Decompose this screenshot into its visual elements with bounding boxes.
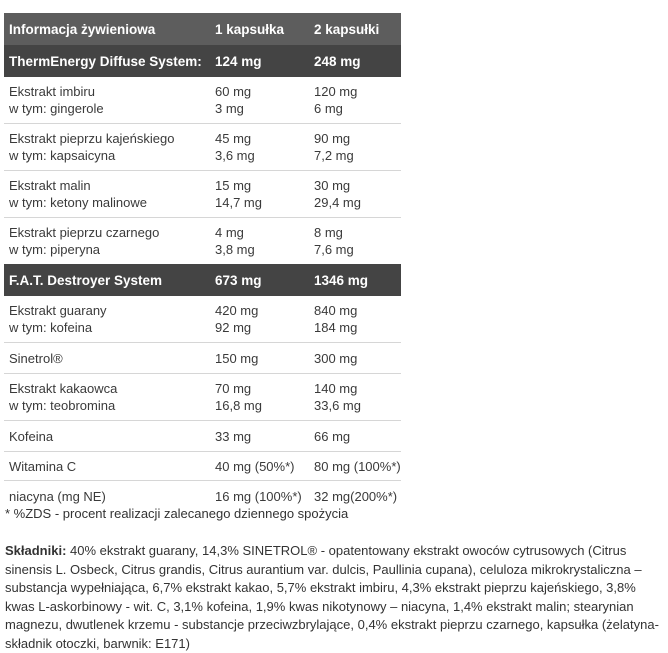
value-1-capsule-cell bbox=[210, 171, 309, 218]
ingredient-value-2: 32 mg(200%*) bbox=[309, 481, 401, 512]
header-cell-2-capsules: 2 kapsułki bbox=[309, 13, 401, 45]
ingredient-value-1: 16 mg (100%*) bbox=[210, 481, 309, 512]
value-2-capsules-cell bbox=[309, 374, 401, 421]
ingredient-value-1: 60 mg bbox=[215, 84, 252, 99]
section-name: F.A.T. Destroyer System bbox=[4, 264, 210, 296]
section-value-2: 1346 mg bbox=[309, 264, 401, 296]
ingredient-value-1: 4 mg bbox=[215, 225, 244, 240]
ingredient-name-cell bbox=[4, 171, 210, 218]
ingredient-value-2: 140 mg bbox=[314, 381, 358, 396]
section-value-2: 248 mg bbox=[309, 45, 401, 77]
ingredient-name: Ekstrakt pieprzu kajeńskiego bbox=[9, 131, 175, 146]
ingredient-sub-value-2: 29,4 mg bbox=[314, 195, 361, 210]
table-row bbox=[4, 218, 401, 265]
ingredient-sub-value-2: 6 mg bbox=[314, 101, 343, 116]
ingredient-sub-value-2: 7,6 mg bbox=[314, 242, 354, 257]
ingredients-paragraph bbox=[5, 542, 665, 653]
value-2-capsules-cell bbox=[309, 124, 401, 171]
ingredient-value-1: 40 mg (50%*) bbox=[210, 452, 309, 481]
ingredient-sub-name: w tym: piperyna bbox=[9, 242, 101, 257]
ingredient-value-2: 300 mg bbox=[309, 343, 401, 374]
ingredient-sub-value-2: 184 mg bbox=[314, 320, 358, 335]
header-cell-nutrition: Informacja żywieniowa bbox=[4, 13, 210, 45]
ingredient-name: Ekstrakt imbiru bbox=[9, 84, 95, 99]
value-2-capsules-cell bbox=[309, 296, 401, 343]
section-row-fat-destroyer bbox=[4, 264, 401, 296]
ingredient-name-cell bbox=[4, 77, 210, 124]
value-1-capsule-cell bbox=[210, 374, 309, 421]
ingredient-value-2: 8 mg bbox=[314, 225, 343, 240]
ingredient-value-1: 420 mg bbox=[215, 303, 259, 318]
table-row bbox=[4, 421, 401, 452]
ingredient-sub-value-1: 16,8 mg bbox=[215, 398, 262, 413]
value-2-capsules-cell bbox=[309, 77, 401, 124]
ingredient-name: Witamina C bbox=[4, 452, 210, 481]
ingredient-name: Ekstrakt guarany bbox=[9, 303, 107, 318]
footnote-rda: * %ZDS - procent realizacji zalecanego dziennego spożycia bbox=[5, 506, 349, 521]
ingredients-text: 40% ekstrakt guarany, 14,3% SINETROL® - opatentowany ekstrakt owoców cytrusowych (Citrus sinensis L. Osbeck, Citrus grandis, Citrus aurantium var. dulcis, Paullinia cupana), celuloza mikrokrystaliczna – substancja wypełniająca, 6,7% ekstrakt kakao, 5,7% ekstrakt imbiru, 4,3% ekstrakt pieprzu kajeńskiego, 3,8% kwas L-askorbinowy - wit. C, 3,1% kofeina, 1,9% kwas nikotynowy – niacyna, 1,4% ekstrakt malin; stearynian magnezu, dwutlenek krzemu - substancje przeciwzbrylające, 0,4% ekstrakt pieprzu czarnego, kapsułka (żelatyna-składnik otoczki, barwnik: E171) bbox=[5, 543, 659, 651]
value-1-capsule-cell bbox=[210, 77, 309, 124]
table-header-row bbox=[4, 13, 401, 45]
table-row bbox=[4, 171, 401, 218]
ingredient-sub-name: w tym: gingerole bbox=[9, 101, 104, 116]
table-row bbox=[4, 374, 401, 421]
section-value-1: 124 mg bbox=[210, 45, 309, 77]
ingredient-value-2: 90 mg bbox=[314, 131, 351, 146]
ingredient-sub-name: w tym: ketony malinowe bbox=[9, 195, 147, 210]
ingredient-sub-value-1: 3 mg bbox=[215, 101, 244, 116]
table-row bbox=[4, 296, 401, 343]
table-row bbox=[4, 124, 401, 171]
value-1-capsule-cell bbox=[210, 218, 309, 265]
value-1-capsule-cell bbox=[210, 296, 309, 343]
table-row bbox=[4, 77, 401, 124]
ingredients-label: Składniki: bbox=[5, 543, 67, 558]
table-row bbox=[4, 452, 401, 481]
ingredient-name: Ekstrakt kakaowca bbox=[9, 381, 118, 396]
value-2-capsules-cell bbox=[309, 171, 401, 218]
ingredient-name-cell bbox=[4, 218, 210, 265]
ingredient-value-1: 150 mg bbox=[210, 343, 309, 374]
ingredient-sub-value-1: 3,6 mg bbox=[215, 148, 255, 163]
ingredient-value-2: 120 mg bbox=[314, 84, 358, 99]
ingredient-value-2: 840 mg bbox=[314, 303, 358, 318]
ingredient-sub-value-1: 92 mg bbox=[215, 320, 252, 335]
ingredient-value-1: 33 mg bbox=[210, 421, 309, 452]
header-cell-1-capsule: 1 kapsułka bbox=[210, 13, 309, 45]
table-row bbox=[4, 343, 401, 374]
ingredient-value-1: 45 mg bbox=[215, 131, 252, 146]
ingredient-name-cell bbox=[4, 124, 210, 171]
ingredient-name: Sinetrol® bbox=[4, 343, 210, 374]
ingredient-sub-value-1: 14,7 mg bbox=[215, 195, 262, 210]
ingredient-value-1: 70 mg bbox=[215, 381, 252, 396]
section-value-1: 673 mg bbox=[210, 264, 309, 296]
ingredient-name: Ekstrakt pieprzu czarnego bbox=[9, 225, 160, 240]
value-1-capsule-cell bbox=[210, 124, 309, 171]
ingredient-sub-value-1: 3,8 mg bbox=[215, 242, 255, 257]
ingredient-sub-name: w tym: kofeina bbox=[9, 320, 93, 335]
section-row-thermenergy bbox=[4, 45, 401, 77]
section-name: ThermEnergy Diffuse System: bbox=[4, 45, 210, 77]
ingredient-value-2: 80 mg (100%*) bbox=[309, 452, 401, 481]
nutrition-table bbox=[4, 13, 401, 511]
ingredient-sub-value-2: 7,2 mg bbox=[314, 148, 354, 163]
ingredient-sub-name: w tym: teobromina bbox=[9, 398, 116, 413]
value-2-capsules-cell bbox=[309, 218, 401, 265]
ingredient-value-1: 15 mg bbox=[215, 178, 252, 193]
ingredient-name: niacyna (mg NE) bbox=[4, 481, 210, 512]
ingredient-name: Kofeina bbox=[4, 421, 210, 452]
ingredient-name-cell bbox=[4, 296, 210, 343]
ingredient-name: Ekstrakt malin bbox=[9, 178, 91, 193]
ingredient-name-cell bbox=[4, 374, 210, 421]
ingredient-value-2: 30 mg bbox=[314, 178, 351, 193]
ingredient-value-2: 66 mg bbox=[309, 421, 401, 452]
ingredient-sub-name: w tym: kapsaicyna bbox=[9, 148, 116, 163]
ingredient-sub-value-2: 33,6 mg bbox=[314, 398, 361, 413]
